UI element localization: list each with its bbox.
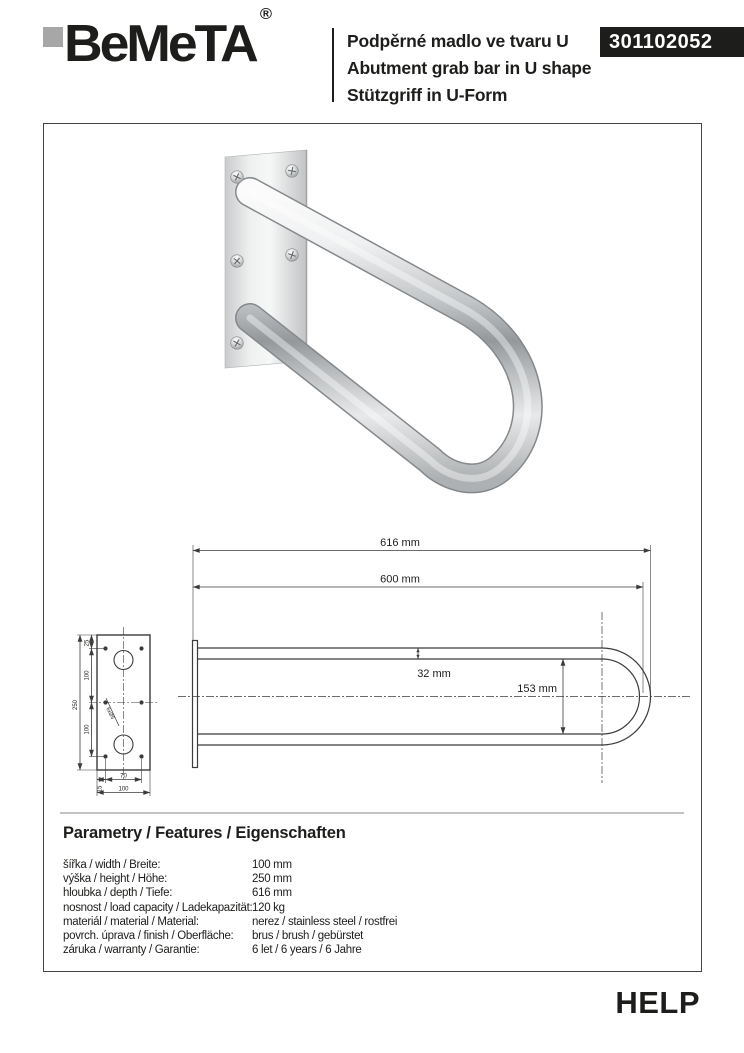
- dim-plate-seg-bot: 100: [84, 724, 91, 735]
- param-row: [63, 887, 663, 901]
- dim-plate-height: 250: [73, 699, 79, 711]
- parameters-table: [63, 859, 663, 958]
- param-row: [63, 859, 663, 873]
- dim-hole-edge-offset: 15: [97, 785, 104, 793]
- param-value: brus / brush / gebürstet: [252, 929, 364, 942]
- param-label: výška / height / Höhe:: [63, 873, 167, 886]
- dim-tube-diameter: 32 mm: [417, 668, 451, 680]
- param-label: materiál / material / Material:: [63, 915, 199, 928]
- brand-text: BeMeTA: [64, 15, 256, 73]
- dim-plate-seg-mid: 100: [84, 670, 91, 681]
- parameters-heading: Parametry / Features / Eigenschaften: [63, 824, 346, 842]
- product-title-de: Stützgriff in U-Form: [347, 85, 508, 105]
- dim-hole-spacing: 70: [120, 773, 127, 780]
- param-value: 100 mm: [252, 859, 292, 871]
- param-label: šířka / width / Breite:: [63, 859, 161, 871]
- dim-depth-overall: 616 mm: [380, 537, 420, 549]
- dim-screw-note: 6xØ5: [104, 706, 116, 721]
- technical-drawing: [60, 537, 692, 813]
- param-row: [63, 902, 663, 916]
- param-row: [63, 944, 663, 958]
- product-code: 301102052: [609, 31, 713, 53]
- param-label: hloubka / depth / Tiefe:: [63, 887, 173, 900]
- wall-flange: [193, 641, 198, 768]
- product-title-en: Abutment grab bar in U shape: [347, 58, 592, 78]
- dim-plate-seg-top: 25: [84, 639, 91, 647]
- param-value: 250 mm: [252, 873, 292, 886]
- param-label: záruka / warranty / Garantie:: [63, 944, 200, 957]
- help-logo: HELP: [615, 985, 700, 1020]
- param-value: 616 mm: [252, 887, 292, 900]
- param-label: povrch. úprava / finish / Oberfläche:: [63, 929, 234, 942]
- dim-plate-width: 100: [118, 786, 129, 793]
- param-label: nosnost / load capacity / Ladekapazität:: [63, 901, 253, 914]
- product-title-cs: Podpěrné madlo ve tvaru U: [347, 31, 569, 51]
- param-value: 120 kg: [252, 901, 285, 914]
- param-row: [63, 916, 663, 930]
- dim-depth-to-bend: 600 mm: [380, 573, 420, 586]
- param-value: nerez / stainless steel / rostfrei: [252, 915, 398, 928]
- product-photo: [225, 150, 528, 478]
- registered-mark: ®: [259, 5, 273, 23]
- plate-front-view: [73, 627, 158, 796]
- dim-u-height: 153 mm: [517, 683, 557, 695]
- param-row: [63, 930, 663, 944]
- param-value: 6 let / 6 years / 6 Jahre: [252, 944, 362, 957]
- side-view: [178, 537, 692, 783]
- param-row: [63, 873, 663, 887]
